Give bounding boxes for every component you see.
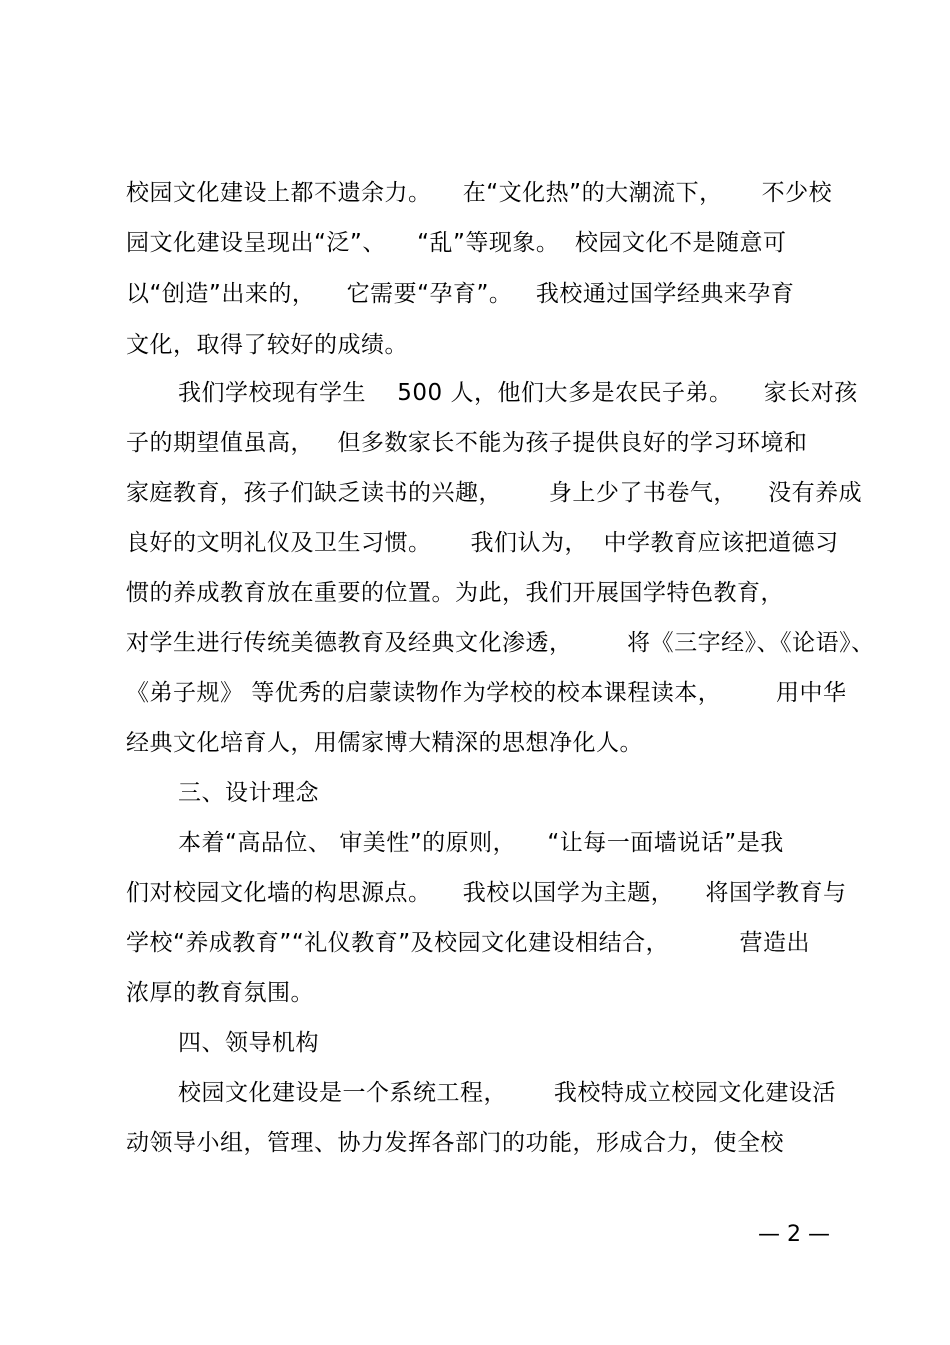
- text-line-12: 经典文化培育人，用儒家博大精深的思想净化人。: [126, 730, 643, 756]
- text-line-6: 子的期望值虽高， 但多数家长不能为孩子提供良好的学习环境和: [126, 430, 808, 456]
- text-line-8: 良好的文明礼仪及卫生习惯。 我们认为， 中学教育应该把道德习: [126, 530, 839, 556]
- text-line-1: 校园文化建设上都不遗余力。 在“文化热”的大潮流下， 不少校: [126, 180, 833, 206]
- text-line-7: 家庭教育，孩子们缺乏读书的兴趣， 身上少了书卷气， 没有养成: [126, 480, 863, 506]
- text-line-4: 文化，取得了较好的成绩。: [126, 332, 408, 358]
- text-line-14: 本着“高品位、 审美性”的原则， “让每一面墙说话”是我: [178, 830, 784, 856]
- section-heading-3: 三、设计理念: [178, 780, 319, 806]
- text-line-3: 以“创造”出来的， 它需要“孕育”。 我校通过国学经典来孕育: [126, 281, 795, 307]
- text-line-17: 浓厚的教育氛围。: [126, 980, 314, 1006]
- text-line-2: 园文化建设呈现出“泛”、 “乱”等现象。 校园文化不是随意可: [126, 230, 787, 256]
- text-line-19: 校园文化建设是一个系统工程， 我校特成立校园文化建设活: [178, 1080, 836, 1106]
- text-line-5: 我们学校现有学生 500 人，他们大多是农民子弟。 家长对孩: [178, 380, 858, 406]
- text-line-15: 们对校园文化墙的构思源点。 我校以国学为主题， 将国学教育与: [126, 880, 847, 906]
- text-line-9: 惯的养成教育放在重要的位置。为此，我们开展国学特色教育，: [126, 580, 784, 606]
- section-heading-4: 四、领导机构: [178, 1030, 319, 1056]
- text-line-11: 《弟子规》 等优秀的启蒙读物作为学校的校本课程读本， 用中华: [126, 680, 847, 706]
- text-line-20: 动领导小组，管理、协力发挥各部门的功能，形成合力，使全校: [126, 1130, 784, 1156]
- text-line-10: 对学生进行传统美德教育及经典文化渗透， 将《三字经》、《论语》、: [126, 630, 875, 656]
- text-line-16: 学校“养成教育”“礼仪教育”及校园文化建设相结合， 营造出: [126, 930, 810, 956]
- page-number: — 2 —: [758, 1222, 830, 1247]
